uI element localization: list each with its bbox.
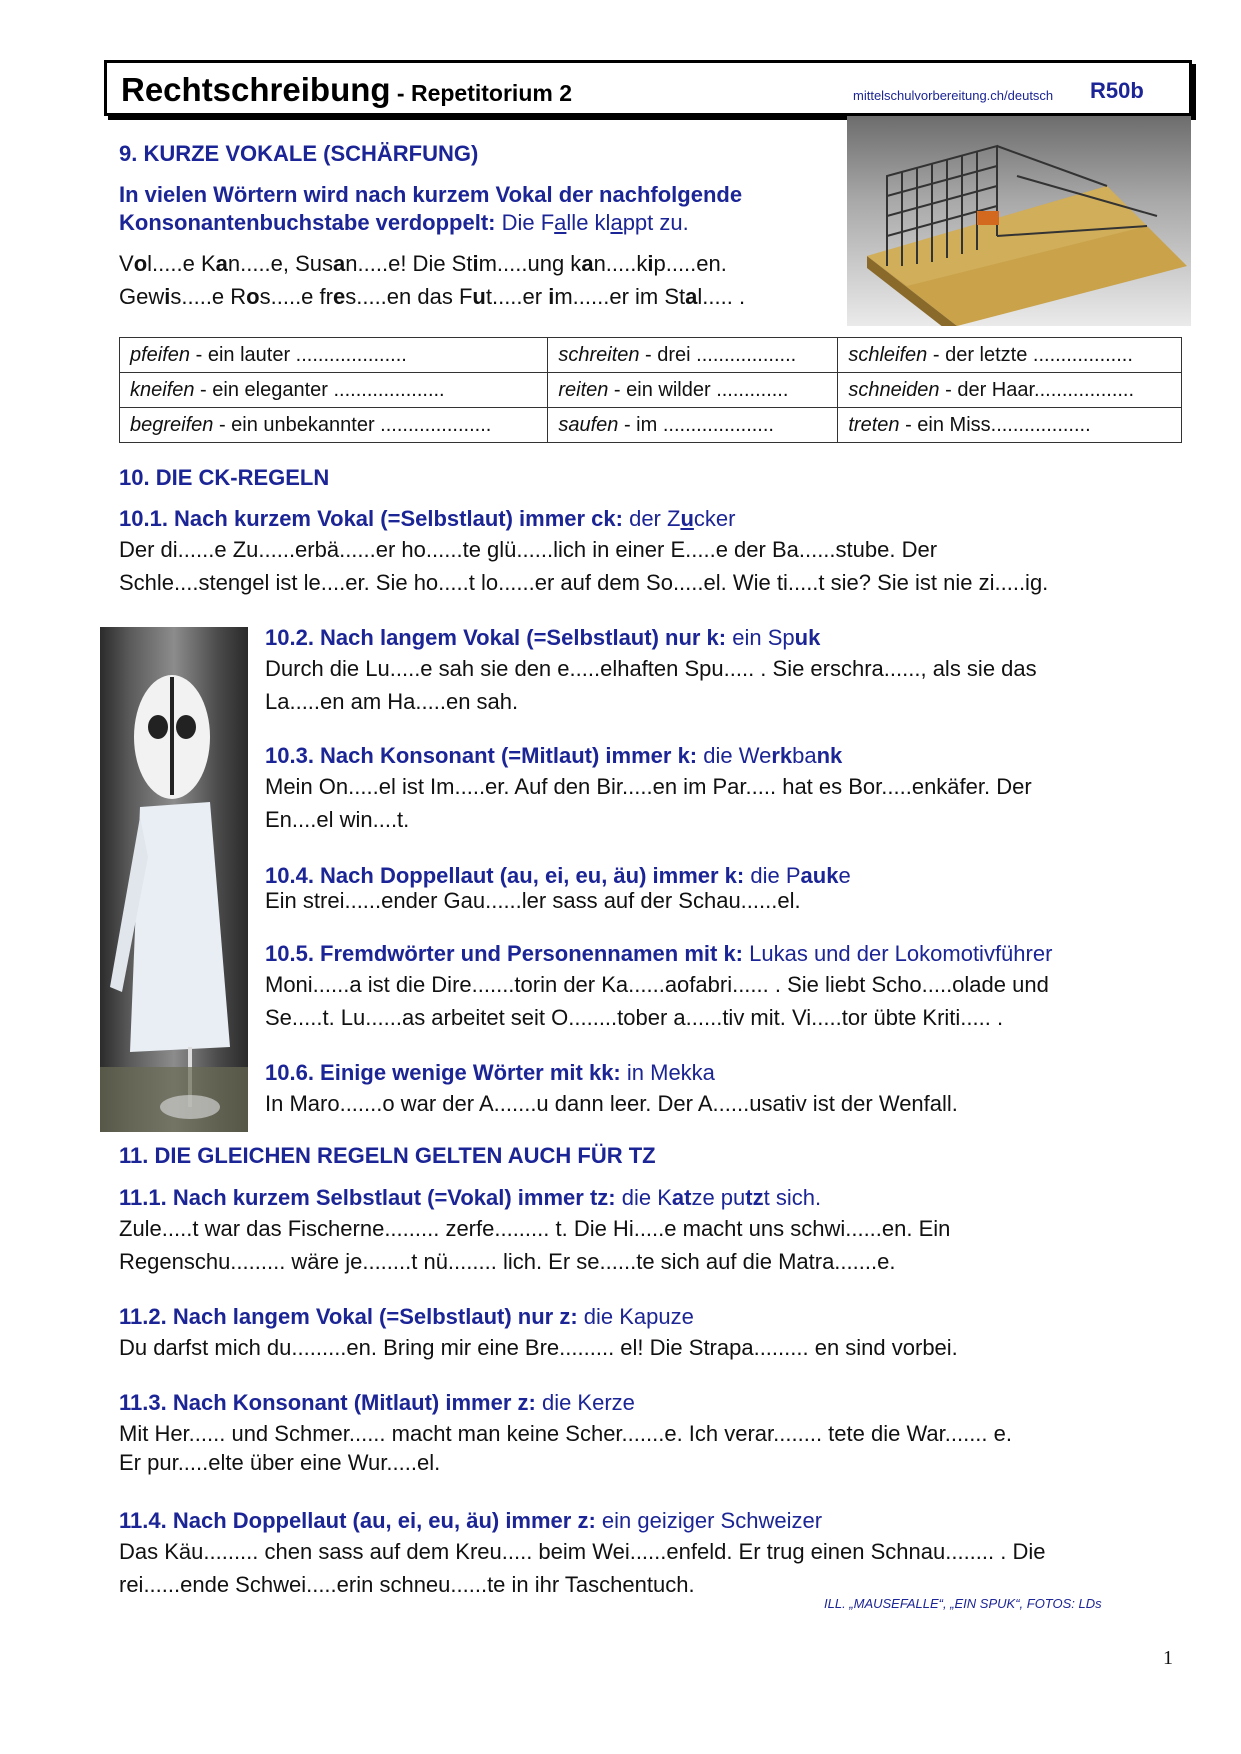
t: V: [119, 251, 134, 276]
example: t sich.: [763, 1185, 822, 1210]
rule-text: 11.1. Nach kurzem Selbstlaut (=Vokal) immer tz:: [119, 1185, 616, 1210]
table-row: [120, 408, 1182, 443]
exercise-10-3-line2: En....el win....t.: [265, 807, 410, 832]
verb: reiten: [558, 378, 609, 401]
title-sub: - Repetitorium 2: [390, 80, 573, 106]
exercise-10-3-line1: Mein On.....el ist Im.....er. Auf den Bir.....en im Par..... hat es Bor.....enkäfer. Der: [265, 774, 1032, 799]
t: m.....ung k: [478, 251, 582, 276]
rule-text: 10.2. Nach langem Vokal (=Selbstlaut) nur k:: [265, 625, 727, 650]
table-cell: [838, 408, 1182, 443]
t: l.....e K: [147, 251, 216, 276]
rule-10-5: [265, 941, 1052, 967]
example: ein Sp: [726, 625, 795, 650]
verb: schreiten: [558, 343, 640, 366]
example: ppt zu.: [622, 210, 689, 235]
rule-10-1: [119, 506, 735, 532]
exercise-11-3-line1: Mit Her...... und Schmer...... macht man keine Scher.......e. Ich verar........ tete die War....... e.: [119, 1421, 1012, 1446]
verb: pfeifen: [130, 343, 191, 366]
phrase: - der letzte ..................: [927, 343, 1133, 366]
table-cell: [120, 408, 548, 443]
sheet-code: R50b: [1090, 78, 1144, 103]
example-mark: nk: [816, 743, 843, 768]
vowel: a: [215, 251, 228, 276]
example: der Z: [622, 506, 681, 531]
phrase: - ein eleganter ....................: [194, 378, 445, 401]
verb: saufen: [558, 413, 619, 436]
example-mark: at: [671, 1185, 692, 1210]
verb: schneiden: [848, 378, 940, 401]
example: Lukas und der Lokomotivführer: [743, 941, 1053, 966]
rule-text: 10.1. Nach kurzem Vokal (=Selbstlaut) immer ck:: [119, 506, 623, 531]
exercise-10-5-line1: Moni......a ist die Dire.......torin der Ka......aofabri...... . Sie liebt Scho.....olade und: [265, 972, 1049, 997]
exercise-11-1-line1: Zule.....t war das Fischerne......... zerfe......... t. Die Hi.....e macht uns schwi......en. Ein: [119, 1216, 951, 1241]
exercise-10-1-line2: Schle....stengel ist le....er. Sie ho.....t lo......er auf dem So.....el. Wie ti.....t sie? Sie ist nie zi.....ig.: [119, 570, 1049, 595]
phrase: - der Haar..................: [939, 378, 1135, 401]
vowel: u: [472, 284, 486, 309]
example: Die F: [495, 210, 555, 235]
table-row: [120, 338, 1182, 373]
table-cell: [838, 338, 1182, 373]
phrase: - ein unbekannter ....................: [213, 413, 492, 436]
t: m......er im St: [554, 284, 686, 309]
table-cell: [838, 373, 1182, 408]
verb: schleifen: [848, 343, 928, 366]
t: n.....e, Sus: [227, 251, 334, 276]
rule-text: 10.6. Einige wenige Wörter mit kk:: [265, 1060, 621, 1085]
vowel: a: [685, 284, 698, 309]
example: die We: [697, 743, 772, 768]
example-mark: tz: [745, 1185, 764, 1210]
t: l..... .: [697, 284, 746, 309]
rule-11-3: [119, 1390, 635, 1416]
example: die Kapuze: [577, 1304, 694, 1329]
section-9-rule-line1: [119, 182, 742, 208]
example-mark: auk: [800, 863, 839, 888]
rule-text: 11.2. Nach langem Vokal (=Selbstlaut) nur z:: [119, 1304, 578, 1329]
exercise-11-1-line2: Regenschu......... wäre je........t nü........ lich. Er se......te sich auf die Matra.......e.: [119, 1249, 896, 1274]
exercise-10-2-line1: Durch die Lu.....e sah sie den e.....elhaften Spu..... . Sie erschra......, als sie das: [265, 656, 1037, 681]
example: die Kerze: [535, 1390, 635, 1415]
section-9-rule-line2: [119, 210, 689, 236]
exercise-10-6-line1: In Maro.......o war der A.......u dann leer. Der A......usativ ist der Wenfall.: [265, 1091, 958, 1116]
rule-text: 11.3. Nach Konsonant (Mitlaut) immer z:: [119, 1390, 536, 1415]
exercise-10-1-line1: Der di......e Zu......erbä......er ho......te glü......lich in einer E.....e der Ba......stube. Der: [119, 537, 938, 562]
photo-credit: ILL. „MAUSEFALLE“, „EIN SPUK“, FOTOS: LDs: [824, 1596, 1102, 1611]
table-cell: [548, 408, 838, 443]
mousetrap-photo: [847, 116, 1191, 326]
rule-10-2: [265, 625, 820, 651]
rule-text: 10.4. Nach Doppellaut (au, ei, eu, äu) immer k:: [265, 863, 745, 888]
example-mark: a: [610, 210, 623, 235]
t: s.....e fr: [259, 284, 333, 309]
verb: treten: [848, 413, 900, 436]
exercise-11-4-line2: rei......ende Schwei.....erin schneu......te in ihr Taschentuch.: [119, 1572, 695, 1597]
vowel: i: [472, 251, 479, 276]
example: e: [838, 863, 851, 888]
phrase: - im ....................: [618, 413, 774, 436]
example: ze pu: [691, 1185, 746, 1210]
table-row: [120, 373, 1182, 408]
table-cell: [548, 373, 838, 408]
phrase: - ein lauter ....................: [190, 343, 407, 366]
rule-11-1: [119, 1185, 821, 1211]
example: cker: [693, 506, 736, 531]
example: die P: [744, 863, 801, 888]
mousetrap-drawing: [847, 116, 1191, 326]
t: Gew: [119, 284, 165, 309]
verb: kneifen: [130, 378, 195, 401]
vowel: i: [647, 251, 654, 276]
page-number: 1: [1163, 1647, 1173, 1669]
table-cell: [120, 373, 548, 408]
example: die K: [615, 1185, 672, 1210]
vowel: o: [246, 284, 260, 309]
rule-text: Konsonantenbuchstabe verdoppelt:: [119, 210, 496, 235]
exercise-11-3-line2: Er pur.....elte über eine Wur.....el.: [119, 1450, 441, 1475]
vowel: a: [333, 251, 346, 276]
t: p.....en.: [653, 251, 727, 276]
phrase: - drei ..................: [639, 343, 797, 366]
exercise-10-2-line2: La.....en am Ha.....en sah.: [265, 689, 519, 714]
phrase: - ein wilder .............: [608, 378, 789, 401]
section-11-heading: 11. DIE GLEICHEN REGELN GELTEN AUCH FÜR TZ: [119, 1143, 656, 1168]
rule-text: 10.3. Nach Konsonant (=Mitlaut) immer k:: [265, 743, 698, 768]
t: n.....k: [593, 251, 648, 276]
t: n.....e! Die St: [345, 251, 473, 276]
t: s.....e R: [170, 284, 247, 309]
rule-10-6: [265, 1060, 715, 1086]
example-mark: a: [554, 210, 567, 235]
rule-11-4: [119, 1508, 822, 1534]
section-9-exercise-line2: [119, 280, 745, 313]
exercise-10-5-line2: Se.....t. Lu......as arbeitet seit O........tober a......tiv mit. Vi.....tor übte Kriti..... .: [265, 1005, 1004, 1030]
section-10-heading: 10. DIE CK-REGELN: [119, 465, 330, 490]
section-9-heading: 9. KURZE VOKALE (SCHÄRFUNG): [119, 141, 479, 166]
t: t.....er: [485, 284, 549, 309]
source-url: mittelschulvorbereitung.ch/deutsch: [853, 88, 1054, 103]
rule-text: 10.5. Fremdwörter und Personennamen mit k:: [265, 941, 744, 966]
vowel: i: [164, 284, 171, 309]
t: s.....en das F: [345, 284, 473, 309]
example: in Mekka: [620, 1060, 715, 1085]
page-title: [121, 71, 572, 109]
page-header: [104, 60, 1192, 116]
word-table: [119, 337, 1182, 443]
exercise-11-2-line1: Du darfst mich du.........en. Bring mir eine Bre......... el! Die Strapa......... en sind vorbei.: [119, 1335, 958, 1360]
vowel: o: [133, 251, 148, 276]
phrase: - ein Miss..................: [899, 413, 1091, 436]
section-9-exercise-line1: [119, 247, 727, 280]
example-mark: rk: [771, 743, 793, 768]
exercise-10-4-line1: Ein strei......ender Gau......ler sass auf der Schau......el.: [265, 888, 801, 913]
rule-text: In vielen Wörtern wird nach kurzem Vokal der nachfolgende: [119, 182, 743, 207]
vowel: i: [548, 284, 555, 309]
rule-text: 11.4. Nach Doppellaut (au, ei, eu, äu) immer z:: [119, 1508, 596, 1533]
rule-10-3: [265, 743, 842, 769]
rule-11-2: [119, 1304, 694, 1330]
vowel: a: [581, 251, 594, 276]
table-cell: [548, 338, 838, 373]
exercise-11-4-line1: Das Käu......... chen sass auf dem Kreu..... beim Wei......enfeld. Er trug einen Schnau........ . Die: [119, 1539, 1046, 1564]
spuk-drawing: [100, 627, 248, 1132]
verb: begreifen: [130, 413, 214, 436]
example: ba: [792, 743, 817, 768]
vowel: e: [332, 284, 346, 309]
example-mark: u: [680, 506, 694, 531]
table-cell: [120, 338, 548, 373]
example: lle kl: [566, 210, 611, 235]
example: ein geiziger Schweizer: [595, 1508, 823, 1533]
spuk-photo: [100, 627, 248, 1132]
title-main: Rechtschreibung: [121, 71, 391, 108]
example-mark: uk: [794, 625, 821, 650]
